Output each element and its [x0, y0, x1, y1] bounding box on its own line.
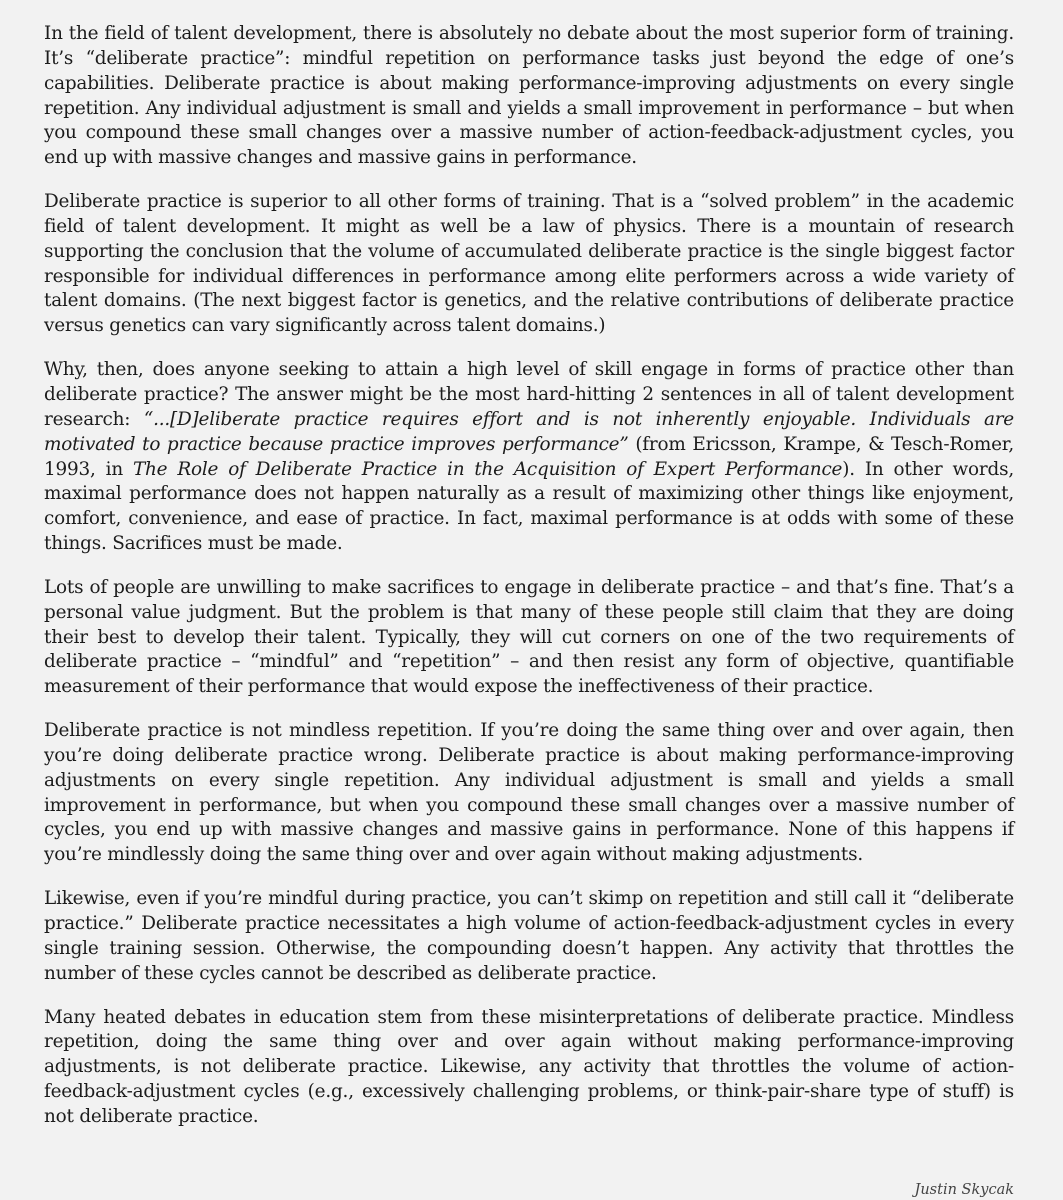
- paragraph-3-text-intro: Why, then, does anyone seeking to attain a high level of skill engage in forms of practice other than deliberate practice? The answer might be the most hard-hitting 2 sentences in all of talent development research:: [44, 359, 1014, 430]
- paragraph-6: [44, 887, 1014, 986]
- paragraph-1: [44, 22, 1014, 171]
- author-signature: Justin Skycak: [914, 1182, 1014, 1198]
- paragraph-7: [44, 1006, 1014, 1130]
- paragraph-2: [44, 190, 1014, 339]
- paragraph-3: [44, 358, 1014, 557]
- paragraph-3-text-outro: ). In other words, maximal performance does not happen naturally as a result of maximizing other things like enjoyment, comfort, convenience, and ease of practice. In fact, maximal performance is at odds with some of these things. Sacrifices must be made.: [44, 458, 1014, 555]
- paragraph-4: [44, 576, 1014, 700]
- cited-paper-title: The Role of Deliberate Practice in the Acquisition of Expert Performance: [132, 458, 843, 480]
- paragraph-5: [44, 719, 1014, 868]
- paragraph-5-text: Deliberate practice is not mindless repetition. If you’re doing the same thing over and over again, then you’re doing deliberate practice wrong. Deliberate practice is about making performance-improving adjustments on every single repetition. Any individual adjustment is small and yields a small improvement in performance, but when you compound these small changes over a massive number of cycles, you end up with massive changes and massive gains in performance. None of this happens if you’re mindlessly doing the same thing over and over again without making adjustments.: [44, 720, 1014, 866]
- ericsson-quote: “...[D]eliberate practice requires effort and is not inherently enjoyable. Individuals are motivated to practice because practice improves performance”: [44, 408, 1014, 455]
- paragraph-6-text: Likewise, even if you’re mindful during practice, you can’t skimp on repetition and still call it “deliberate practice.” Deliberate practice necessitates a high volume of action-feedback-adjustment cycles in every single training session. Otherwise, the compounding doesn’t happen. Any activity that throttles the number of these cycles cannot be described as deliberate practice.: [44, 888, 1014, 984]
- paragraph-1-text: In the field of talent development, there is absolutely no debate about the most superior form of training. It’s “deliberate practice”: mindful repetition on performance tasks just beyond the edge of one’s capabilities. Deliberate practice is about making performance-improving adjustments on every single repetition. Any individual adjustment is small and yields a small improvement in performance – but when you compound these small changes over a massive number of action-feedback-adjustment cycles, you end up with massive changes and massive gains in performance.: [44, 23, 1014, 169]
- paragraph-2-text: Deliberate practice is superior to all other forms of training. That is a “solved problem” in the academic field of talent development. It might as well be a law of physics. There is a mountain of research supporting the conclusion that the volume of accumulated deliberate practice is the single biggest factor responsible for individual differences in performance among elite performers across a wide variety of talent domains. (The next biggest factor is genetics, and the relative contributions of deliberate practice versus genetics can vary significantly across talent domains.): [44, 191, 1014, 337]
- paragraph-4-text: Lots of people are unwilling to make sacrifices to engage in deliberate practice – and that’s fine. That’s a personal value judgment. But the problem is that many of these people still claim that they are doing their best to develop their talent. Typically, they will cut corners on one of the two requirements of deliberate practice – “mindful” and “repetition” – and then resist any form of objective, quantifiable measurement of their performance that would expose the ineffectiveness of their practice.: [44, 576, 1014, 698]
- paragraph-3-citation: (from Ericsson, Krampe, & Tesch-Romer, 1993, in: [44, 433, 1014, 480]
- article-body: [44, 22, 1014, 1149]
- paragraph-7-text: Many heated debates in education stem from these misinterpretations of deliberate practice. Mindless repetition, doing the same thing over and over again without making performance-improving adjustments, is not deliberate practice. Likewise, any activity that throttles the volume of action-feedback-adjustment cycles (e.g., excessively challenging problems, or think-pair-share type of stuff) is not deliberate practice.: [44, 1006, 1014, 1127]
